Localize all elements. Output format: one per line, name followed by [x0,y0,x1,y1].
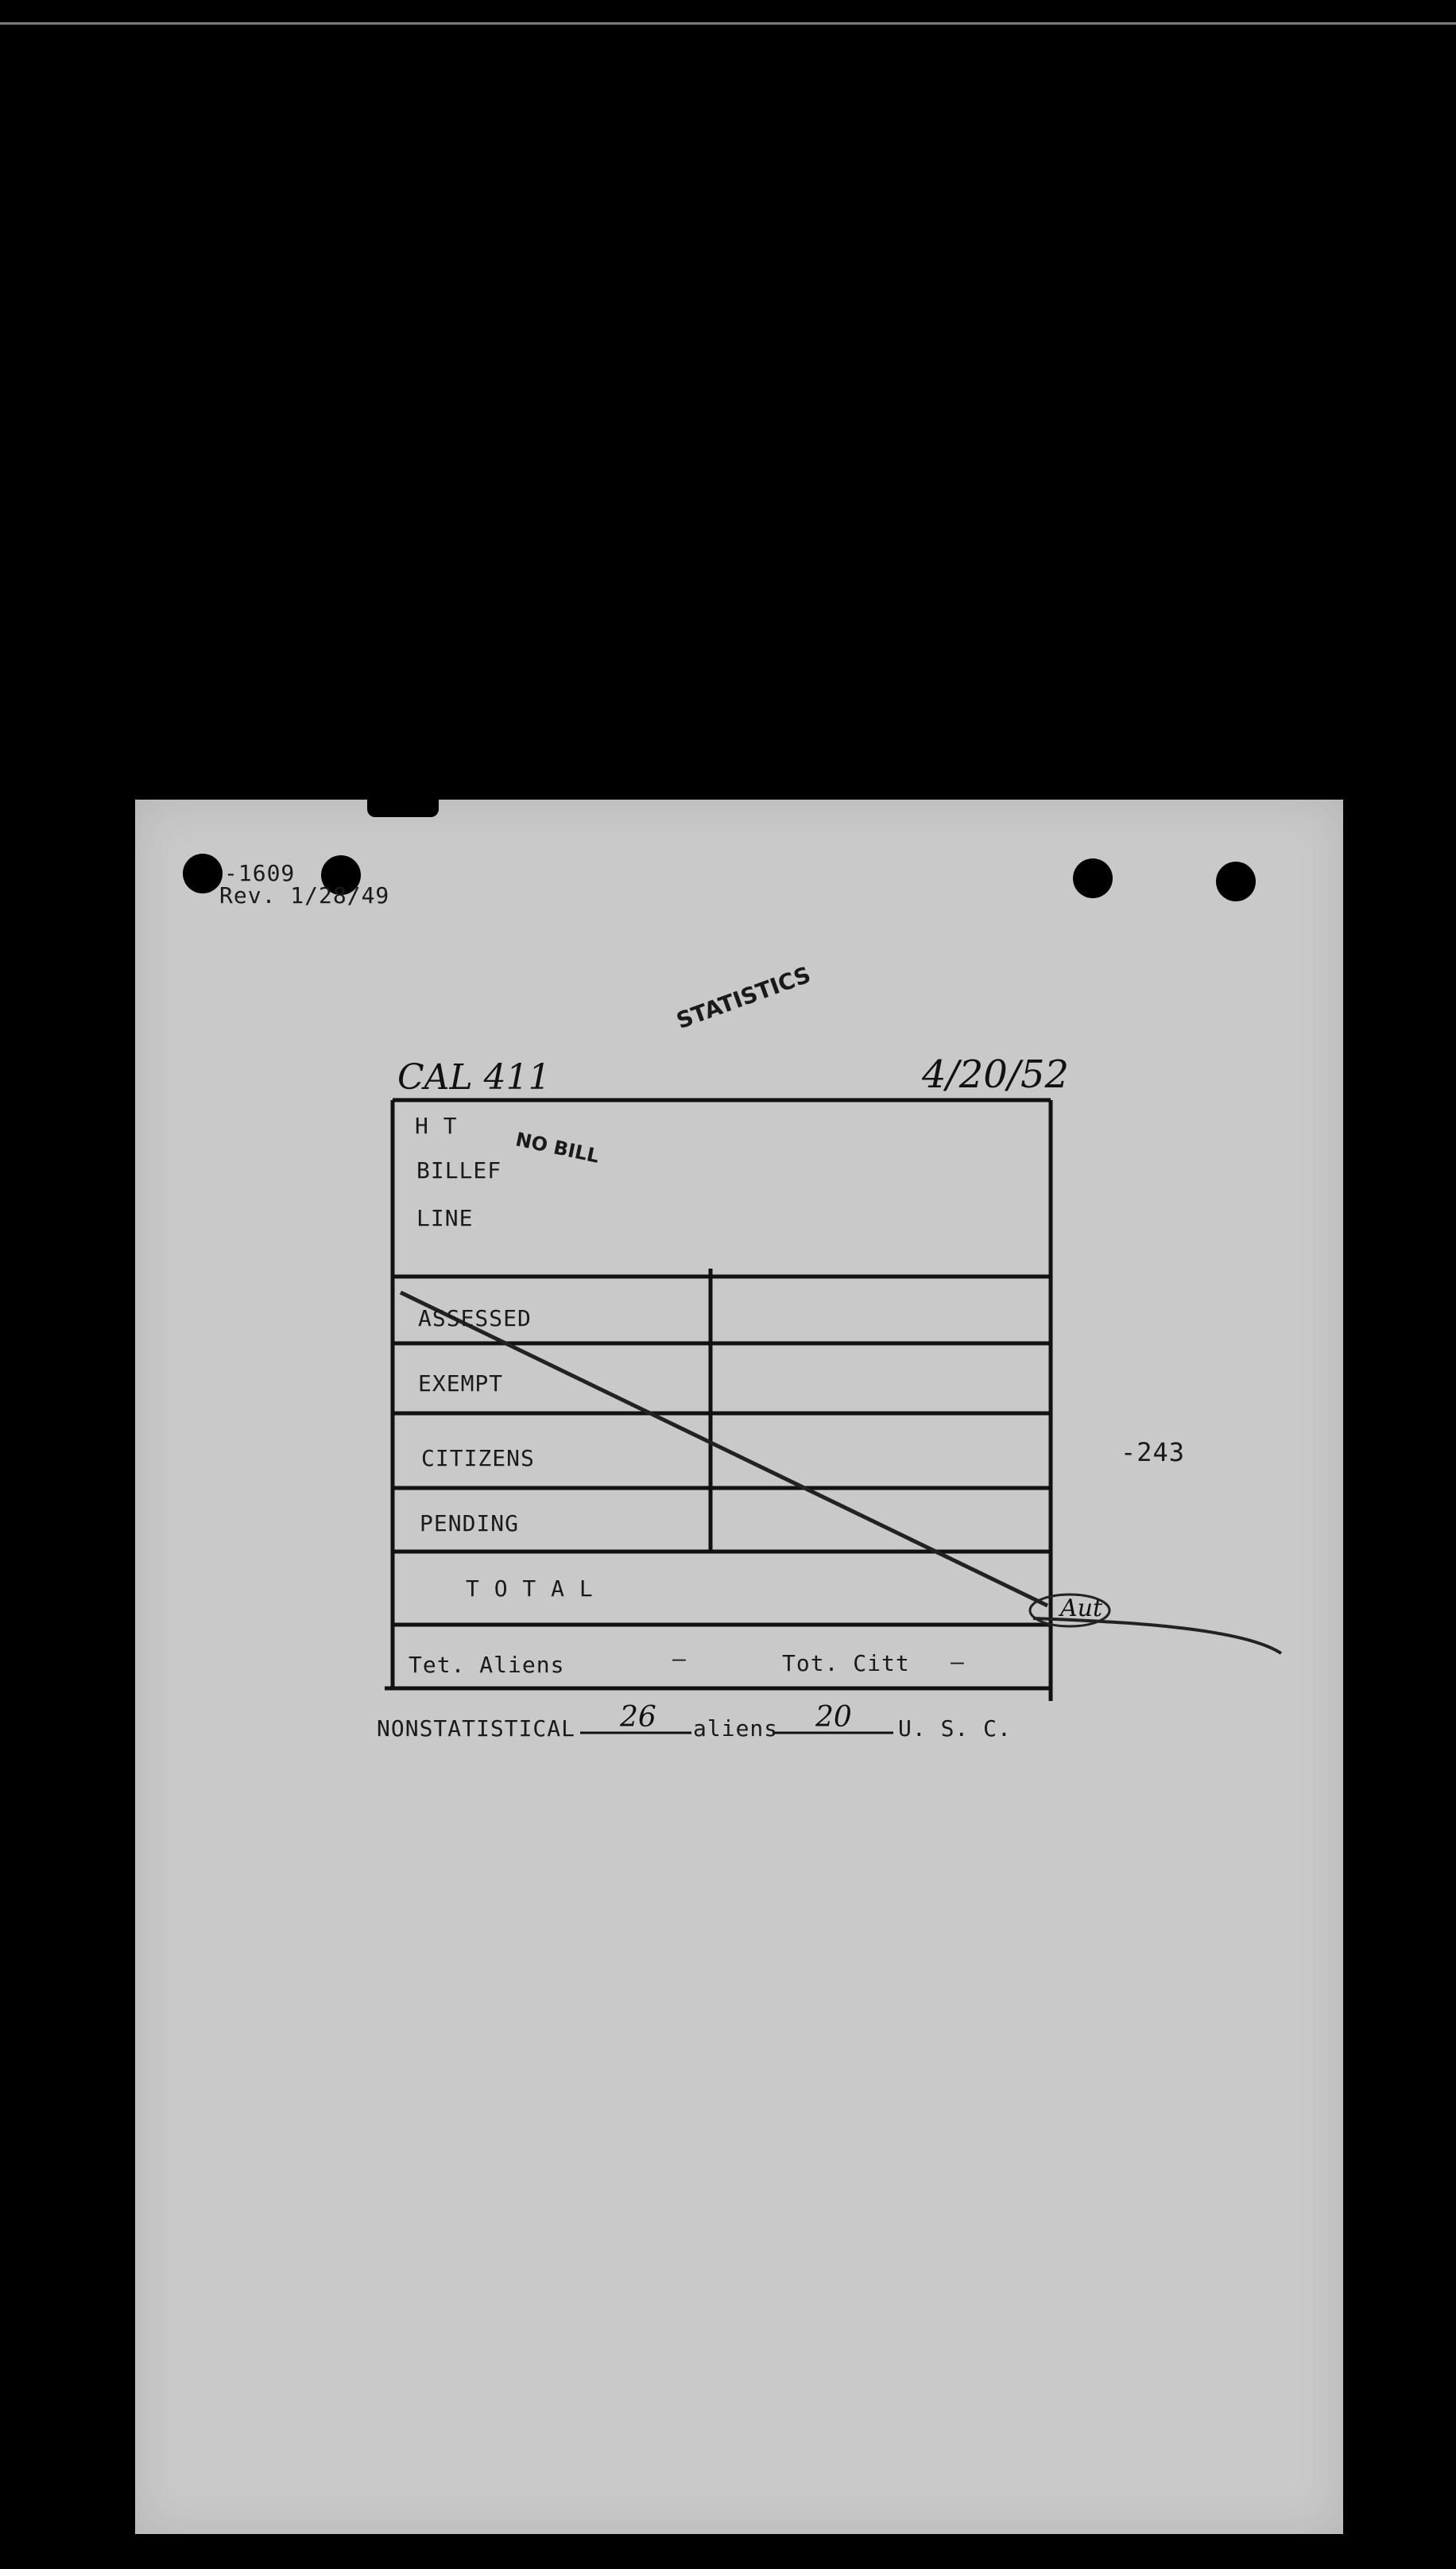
nonstat-usc-label: U. S. C. [898,1715,1012,1742]
form-number: -1609 [224,860,296,886]
line-billef: BILLEF [416,1157,502,1184]
nonstat-usc-count: 20 [815,1701,852,1734]
date-handwritten: 4/20/52 [922,1052,1070,1097]
total-label: T O T A L [466,1575,594,1602]
form-revision: Rev. 1/28/49 [219,882,390,909]
side-number: -243 [1121,1437,1186,1467]
total-citizens-label: Tot. Citt [782,1650,910,1676]
no-bill-stamp: NO BILL [513,1128,602,1168]
calendar-number: CAL 411 [397,1057,551,1098]
total-aliens-label: Tet. Aliens [409,1652,565,1678]
row-assessed-label: ASSESSED [418,1305,532,1331]
nonstat-aliens-label: aliens [693,1715,779,1742]
initials: Aut [1060,1594,1103,1622]
statistics-stamp: STATISTICS [672,961,815,1034]
total-citizens-value: — [951,1649,965,1675]
total-aliens-value: — [672,1645,687,1672]
nonstat-aliens-count: 26 [620,1701,656,1734]
line-line: LINE [416,1205,474,1231]
line-ht: H T [415,1113,458,1139]
nonstat-label: NONSTATISTICAL [377,1715,576,1742]
initials-tail [1033,1618,1281,1653]
row-exempt-label: EXEMPT [418,1370,504,1397]
row-pending-label: PENDING [420,1510,520,1536]
row-citizens-label: CITIZENS [421,1445,535,1471]
